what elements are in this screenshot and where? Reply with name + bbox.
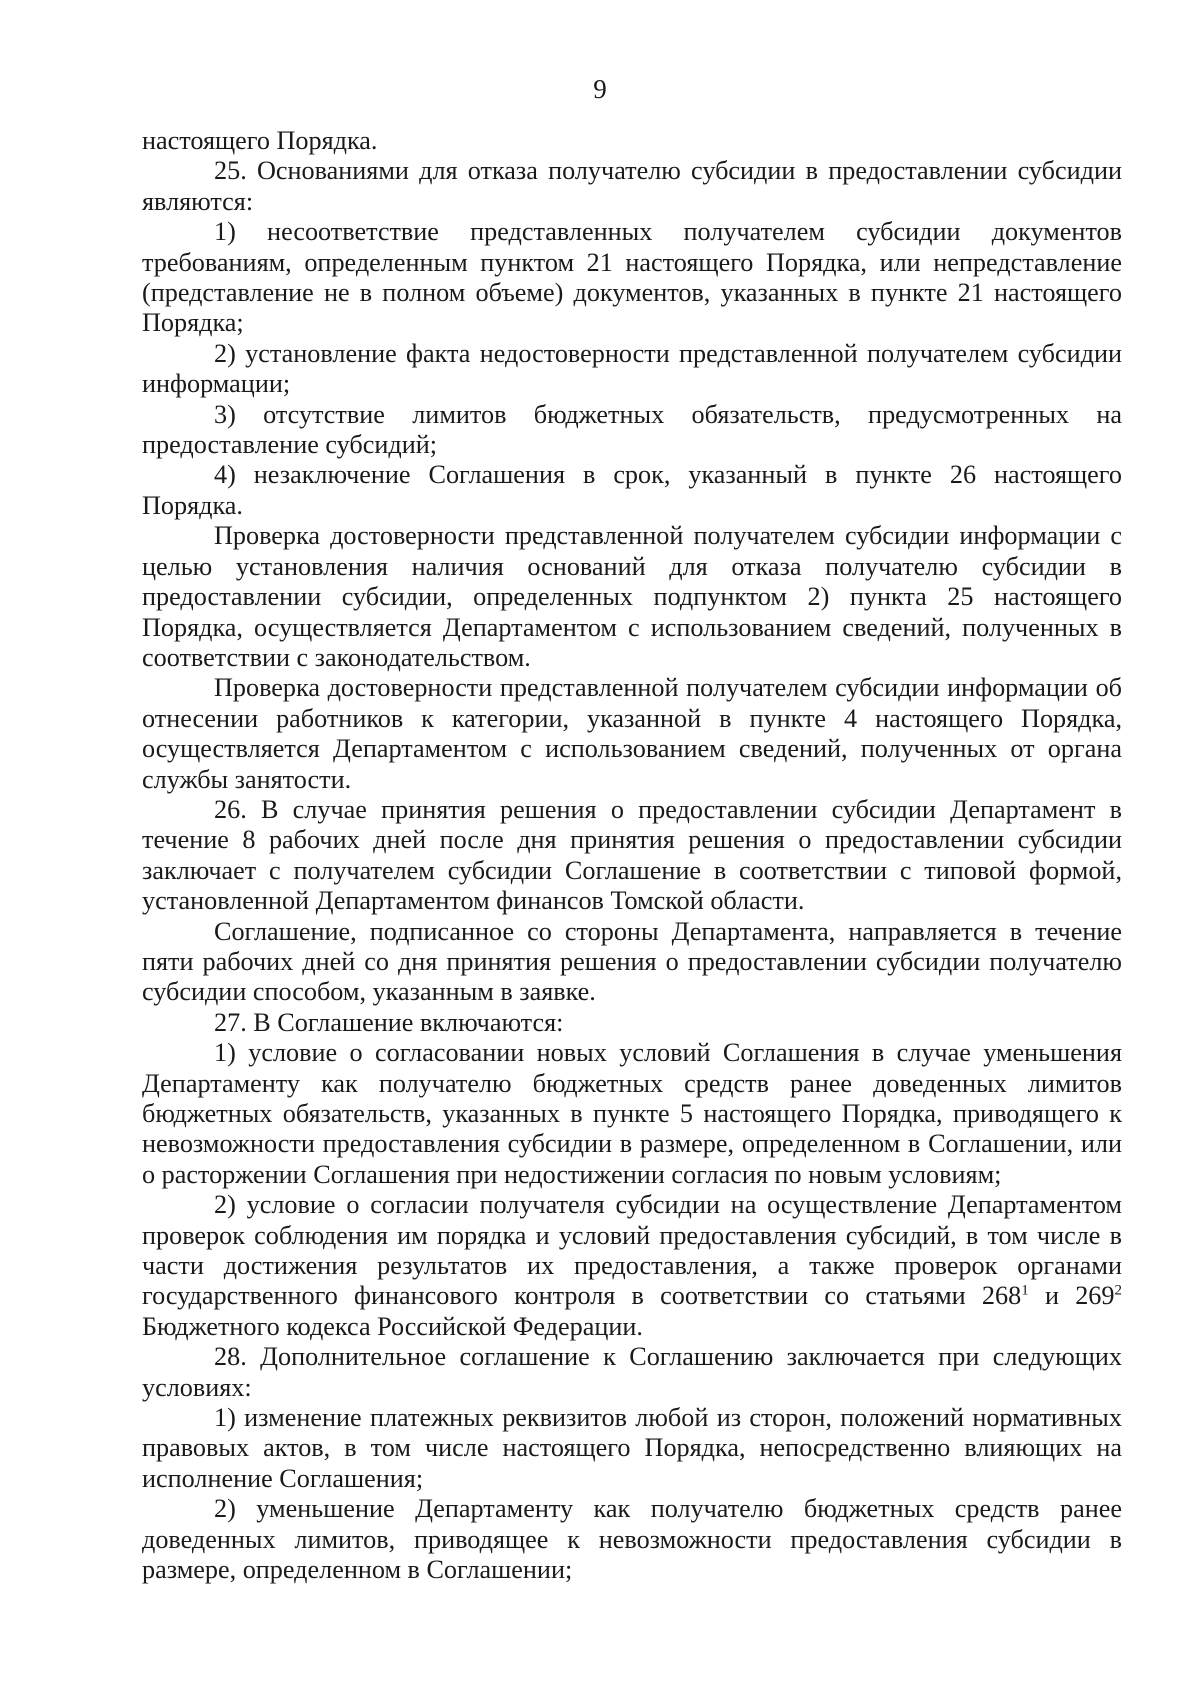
document-body <box>142 126 1122 1586</box>
paragraph-8: Проверка достоверности представленной получателем субсидии информации об отнесении работников к категории, указанной в пункте 4 настоящего Порядка, осуществляется Департаментом с использованием сведений, полученных от органа службы занятости. <box>142 673 1122 794</box>
paragraph-2: 25. Основаниями для отказа получателю субсидии в предоставлении субсидии являются: <box>142 156 1122 216</box>
paragraph-5: 3) отсутствие лимитов бюджетных обязательств, предусмотренных на предоставление субсидий; <box>142 399 1122 460</box>
paragraph-3: 1) несоответствие представленных получателем субсидии документов требованиям, определенным пунктом 21 настоящего Порядка, или непредставление (представление не в полном объеме) документов, указанных в пункте 21 настоящего Порядка; <box>142 217 1122 338</box>
paragraph-14: 28. Дополнительное соглашение к Соглашению заключается при следующих условиях: <box>142 1342 1122 1402</box>
paragraph-1: настоящего Порядка. <box>142 126 378 155</box>
superscript-1: 1 <box>1021 1282 1029 1299</box>
paragraph-16: 2) уменьшение Департаменту как получателю бюджетных средств ранее доведенных лимитов, приводящее к невозможности предоставления субсидии в размере, определенном в Соглашении; <box>142 1494 1122 1585</box>
paragraph-13-text-middle: и 269 <box>1028 1281 1115 1311</box>
paragraph-9: 26. В случае принятия решения о предоставлении субсидии Департамент в течение 8 рабочих дней после дня принятия решения о предоставлении субсидии заключает с получателем субсидии Соглашение в соответствии с типовой формой, установленной Департаментом финансов Томской области. <box>142 794 1122 916</box>
superscript-2: 2 <box>1114 1282 1122 1299</box>
paragraph-13-text-after: Бюджетного кодекса Российской Федерации. <box>142 1311 643 1341</box>
paragraph-12: 1) условие о согласовании новых условий Соглашения в случае уменьшения Департаменту как получателю бюджетных средств ранее доведенных лимитов бюджетных обязательств, указанных в пункте 5 настоящего Порядка, приводящего к невозможности предоставления субсидии в размере, определенном в Соглашении, или о расторжении Соглашения при недостижении согласия по новым условиям; <box>142 1038 1122 1189</box>
paragraph-11: 27. В Соглашение включаются: <box>214 1007 564 1037</box>
paragraph-7: Проверка достоверности представленной получателем субсидии информации с целью установления наличия оснований для отказа получателю субсидии в предоставлении субсидии, определенных подпунктом 2) пункта 25 настоящего Порядка, осуществляется Департаментом с использованием сведений, полученных в соответствии с законодательством. <box>142 521 1122 672</box>
page-number: 9 <box>593 74 607 104</box>
paragraph-15: 1) изменение платежных реквизитов любой из сторон, положений нормативных правовых актов, в том числе настоящего Порядка, непосредственно влияющих на исполнение Соглашения; <box>142 1403 1122 1493</box>
paragraph-10: Соглашение, подписанное со стороны Департамента, направляется в течение пяти рабочих дней со дня принятия решения о предоставлении субсидии получателю субсидии способом, указанным в заявке. <box>142 916 1122 1007</box>
paragraph-6: 4) незаключение Соглашения в срок, указанный в пункте 26 настоящего Порядка. <box>142 460 1122 520</box>
paragraph-13 <box>142 1190 1122 1342</box>
paragraph-4: 2) установление факта недостоверности представленной получателем субсидии информации; <box>142 338 1122 399</box>
paragraph-13-text-before: 2) условие о согласии получателя субсидии на осуществление Департаментом проверок соблюдения им порядка и условий предоставления субсидий, в том числе в части достижения результатов их предоставления, а также проверок органами государственного финансового контроля в соответствии со статьями 268 <box>142 1190 1122 1311</box>
